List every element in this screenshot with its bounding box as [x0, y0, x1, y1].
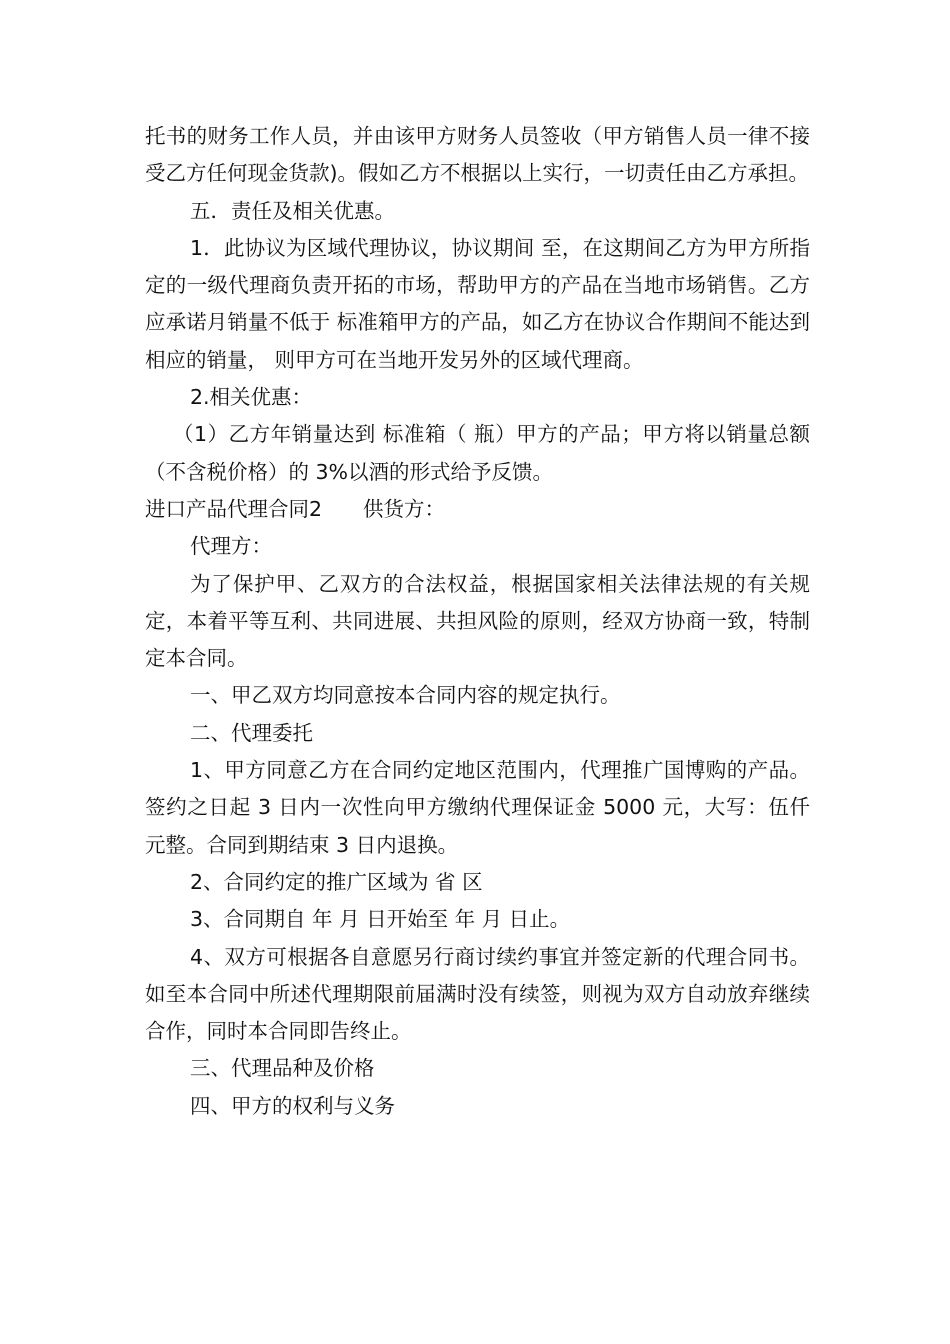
subheading-related-offers: 2.相关优惠：: [190, 385, 313, 410]
paragraph-contract-purpose: 为了保护甲、乙双方的合法权益，根据国家相关法律法规的有关规定，本着平等互利、共同进展、共担风险的原则，经双方协商一致，特制定本合同。: [145, 571, 810, 671]
section-heading-agency-commission: 二、代理委托: [190, 720, 313, 745]
paragraph-regional-agency: 1．此协议为区域代理协议，协议期间 至，在这期间乙方为甲方所指定的一级代理商负责开拓的市场，帮助甲方的产品在当地市场销售。乙方应承诺月销量不低于 标准箱甲方的产品，如乙方在协议合作期间不能达到相应的销量， 则甲方可在当地开发另外的区域代理商。: [145, 235, 810, 372]
paragraph-renewal: 4、双方可根据各自意愿另行商讨续约事宜并签定新的代理合同书。如至本合同中所述代理期限前届满时没有续签，则视为双方自动放弃继续合作，同时本合同即告终止。: [145, 944, 810, 1044]
paragraph-deposit: 1、甲方同意乙方在合同约定地区范围内，代理推广国博购的产品。 签约之日起 3 日内一次性向甲方缴纳代理保证金 5000 元，大写：伍仟元整。合同到期结束 3 日内退换。: [145, 758, 817, 857]
agent-party-label: 代理方：: [190, 534, 272, 559]
paragraph-contract-period: 3、合同期自 年 月 日开始至 年 月 日止。: [190, 907, 571, 932]
paragraph-payment-responsibility: 托书的财务工作人员，并由该甲方财务人员签收（甲方销售人员一律不接受乙方任何现金货款)。假如乙方不根据以上实行，一切责任由乙方承担。: [145, 124, 810, 186]
section-heading-party-a-rights: 四、甲方的权利与义务: [190, 1093, 395, 1118]
section-heading-general: 一、甲乙双方均同意按本合同内容的规定执行。: [190, 683, 621, 708]
paragraph-promotion-region: 2、合同约定的推广区域为 省 区: [190, 869, 483, 894]
contract-title-supplier: 进口产品代理合同2 供货方：: [145, 496, 446, 521]
document-body: [145, 118, 817, 1125]
section-heading-responsibility: 五．责任及相关优惠。: [190, 198, 395, 223]
section-heading-products-prices: 三、代理品种及价格: [190, 1056, 375, 1081]
paragraph-sales-rebate: （1）乙方年销量达到 标准箱（ 瓶）甲方的产品；甲方将以销量总额（不含税价格）的 3%以酒的形式给予反馈。: [145, 422, 810, 484]
